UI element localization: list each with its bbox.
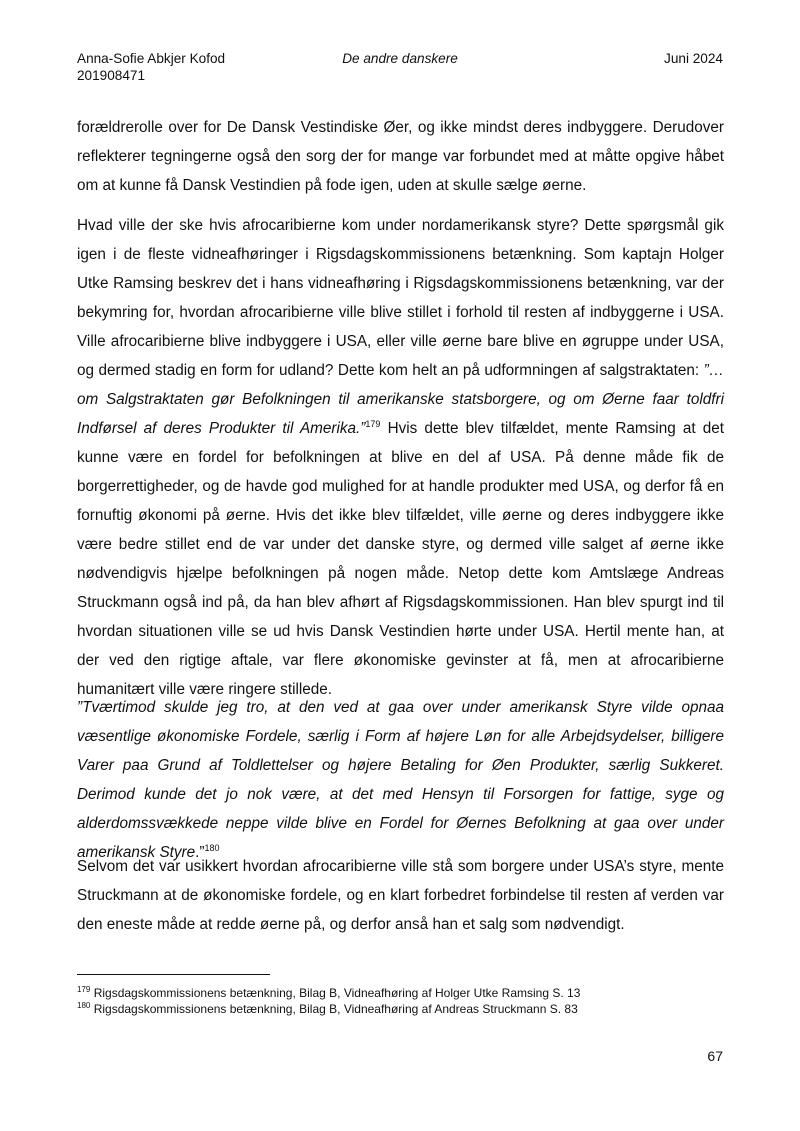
footnote-ref-180: 180: [204, 842, 220, 853]
footnote-divider: [77, 974, 270, 975]
block-quote-end: .”: [195, 844, 205, 861]
paragraph-4-text: Selvom det var usikkert hvordan afrocaribierne ville stå som borgere under USA’s styre, mente Struckmann at de økonomiske fordele, og en klart forbedret forbindelse til resten af verden var den eneste måde at redde øerne på, og derfor anså han et salg som nødvendigt.: [77, 858, 724, 933]
block-quote: [77, 693, 724, 867]
footnote-number: 180: [77, 1001, 91, 1010]
block-quote-text: ”Tværtimod skulde jeg tro, at den ved at gaa over under amerikansk Styre vilde opnaa væsentlige økonomiske Fordele, særlig i Form af højere Løn for alle Arbejdsydelser, billigere Varer paa Grund af Toldlettelser og højere Betaling for Øen Produkter, særlig Sukkeret. Derimod kunde det jo nok være, at det med Hensyn til Forsorgen for fattige, syge og alderdomssvækkede neppe vilde blive en Fordel for Øernes Befolkning at gaa over under amerikansk Styre: [77, 699, 724, 861]
footnote-text: Rigsdagskommissionens betænkning, Bilag B, Vidneafhøring af Andreas Struckmann S. 83: [90, 1002, 578, 1016]
header-student-id: 201908471: [77, 68, 146, 83]
paragraph-4: [77, 852, 724, 939]
paragraph-2-text: Hvad ville der ske hvis afrocaribierne kom under nordamerikansk styre? Dette spørgsmål gik igen i de fleste vidneafhøringer i Rigsdagskommissionens betænkning. Som kaptajn Holger Utke Ramsing beskrev det i hans vidneafhøring i Rigsdagskommissionens betænkning, var der bekymring for, hvordan afrocaribierne ville blive stillet i forhold til resten af indbyggerne i USA. Ville afrocaribierne blive indbyggere i USA, eller ville øerne bare blive en øgruppe under USA, og dermed stadig en form for udland? Dette kom helt an på udformningen af salgstraktaten:: [77, 217, 724, 379]
paragraph-1-text: forældrerolle over for De Dansk Vestindiske Øer, og ikke mindst deres indbyggere. Derudover reflekterer tegningerne også den sorg der for mange var forbundet med at måtte opgive håbet om at kunne få Dansk Vestindien på fode igen, uden at skulle sælge øerne.: [77, 119, 724, 194]
header-date: Juni 2024: [664, 51, 723, 66]
footnote-179: [77, 985, 727, 1001]
paragraph-2-continuation: Hvis dette blev tilfældet, mente Ramsing at det kunne være en fordel for befolkningen at blive en del af USA. På denne måde fik de borgerrettigheder, og de havde god mulighed for at handle produkter med USA, og derfor få en fornuftig økonomi på øerne. Hvis det ikke blev tilfældet, ville øerne og deres indbyggere ikke være bedre stillet end de var under det danske styre, og dermed ville salget af øerne ikke nødvendigvis hjælpe befolkningen på nogen måde. Netop dette kom Amtslæge Andreas Struckmann også ind på, da han blev afhørt af Rigsdagskommissionen. Han blev spurgt ind til hvordan situationen ville se ud hvis Dansk Vestindien hørte under USA. Hertil mente han, at der ved den rigtige aftale, var flere økonomiske gevinster at få, men at afrocaribierne humanitært ville være ringere stillede.: [77, 420, 724, 698]
header-author: Anna-Sofie Abkjer Kofod: [77, 51, 226, 66]
treaty-quote: ”…om Salgstraktaten gør Befolkningen til amerikanske statsborgere, og om Øerne faar toldfri Indførsel af deres Produkter til Amerika.”: [77, 362, 724, 437]
footnote-180: [77, 1001, 727, 1017]
page-number: 67: [707, 1048, 723, 1064]
footnote-text: Rigsdagskommissionens betænkning, Bilag B, Vidneafhøring af Holger Utke Ramsing S. 13: [90, 986, 581, 1000]
header-title: De andre danskere: [342, 51, 458, 66]
footnote-ref-179: 179: [365, 418, 381, 429]
footnotes: [77, 985, 727, 1017]
footnote-number: 179: [77, 985, 91, 994]
paragraph-1: [77, 113, 724, 200]
paragraph-2: [77, 211, 724, 704]
